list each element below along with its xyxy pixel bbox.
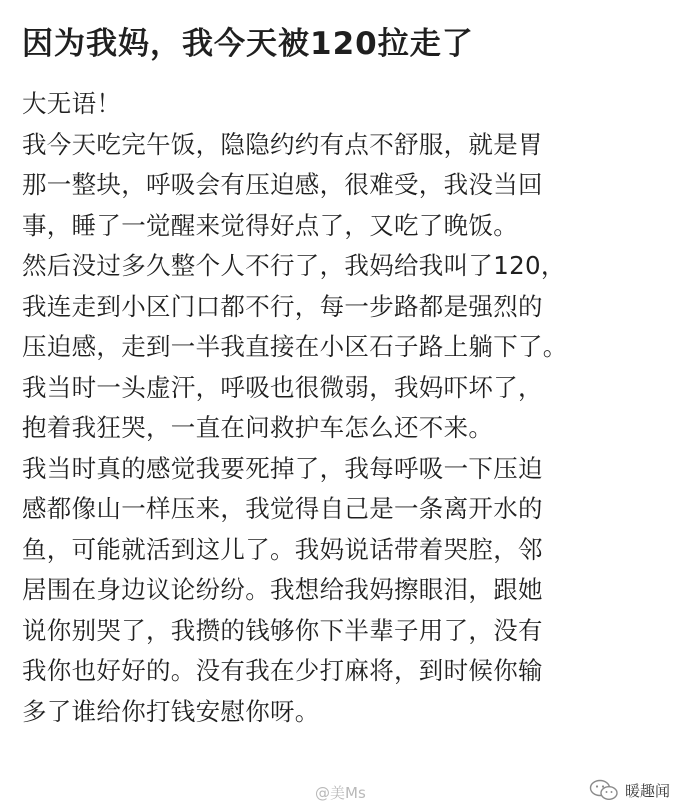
body-line: 我当时一头虚汗，呼吸也很微弱，我妈吓坏了， <box>22 372 543 402</box>
post-title: 因为我妈，我今天被120拉走了 <box>22 26 474 62</box>
body-line: 多了谁给你打钱安慰你呀。 <box>22 696 320 726</box>
weibo-watermark: @美Ms <box>315 784 366 802</box>
body-line: 我连走到小区门口都不行，每一步路都是强烈的 <box>22 291 543 321</box>
body-line: 鱼，可能就活到这儿了。我妈说话带着哭腔，邻 <box>22 534 543 564</box>
body-line: 然后没过多久整个人不行了，我妈给我叫了120， <box>22 251 566 280</box>
wechat-icon <box>589 779 619 801</box>
post-body <box>22 84 568 732</box>
body-line: 居围在身边议论纷纷。我想给我妈擦眼泪，跟她 <box>22 575 543 604</box>
body-line: 我当时真的感觉我要死掉了，我每呼吸一下压迫 <box>22 453 543 483</box>
body-line: 感都像山一样压来，我觉得自己是一条离开水的 <box>22 494 543 523</box>
body-line: 压迫感，走到一半我直接在小区石子路上躺下了。 <box>22 332 568 361</box>
body-line: 事，睡了一觉醒来觉得好点了，又吃了晚饭。 <box>22 210 518 240</box>
body-line: 说你别哭了，我攒的钱够你下半辈子用了，没有 <box>22 615 543 645</box>
body-line: 那一整块，呼吸会有压迫感，很难受，我没当回 <box>22 170 543 199</box>
account-name: 暖趣闻 <box>624 781 670 800</box>
body-line: 我你也好好的。没有我在少打麻将，到时候你输 <box>22 656 543 685</box>
body-line: 抱着我狂哭，一直在问救护车怎么还不来。 <box>22 413 494 442</box>
body-line: 我今天吃完午饭，隐隐约约有点不舒服，就是胃 <box>22 129 543 159</box>
body-line: 大无语！ <box>22 89 122 118</box>
account-watermark <box>583 776 676 804</box>
